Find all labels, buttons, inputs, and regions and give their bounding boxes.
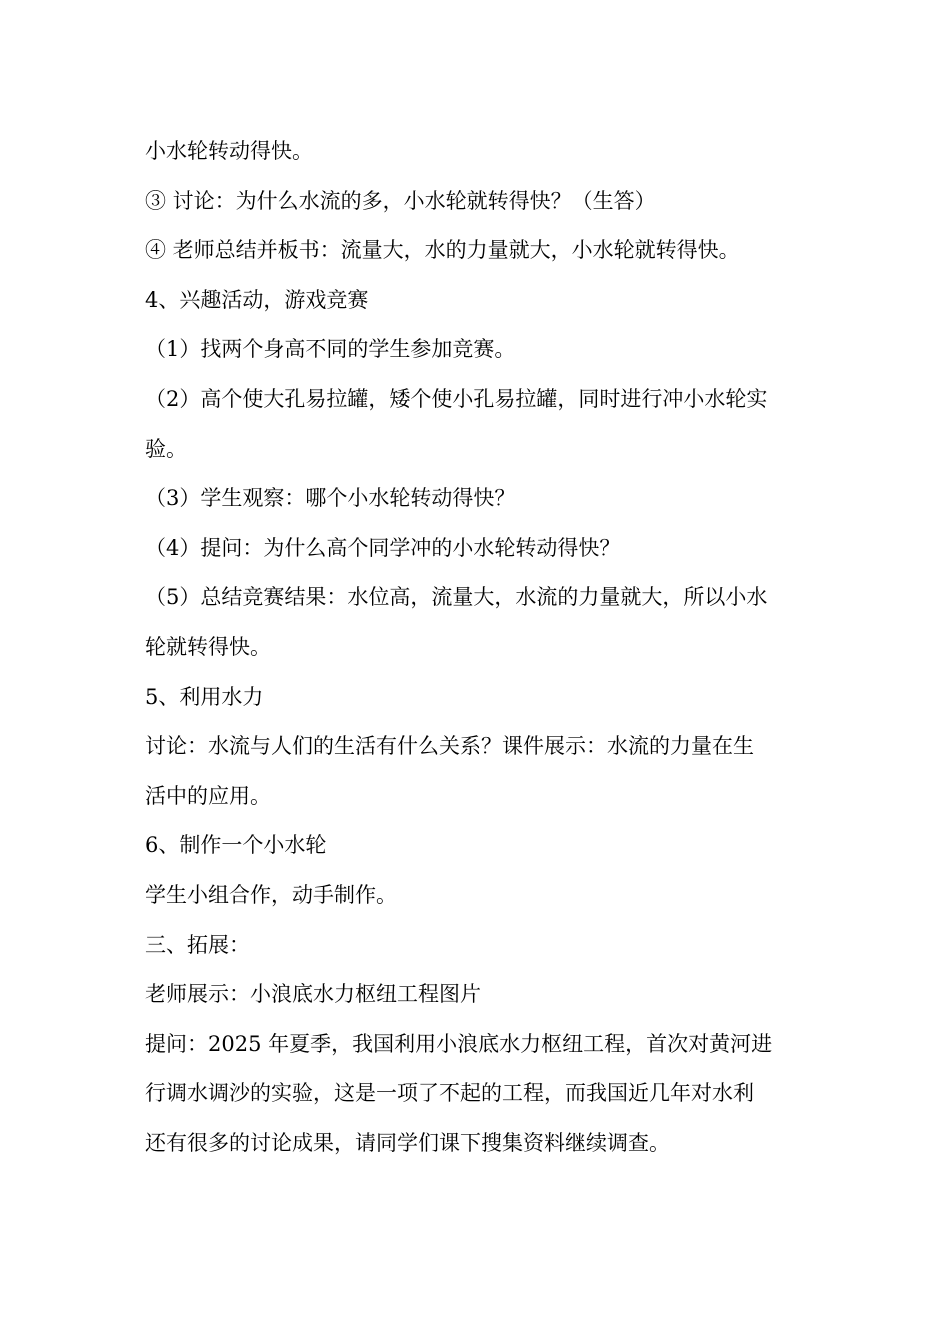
text-line: ③ 讨论：为什么水流的多，小水轮就转得快？（生答）	[145, 188, 656, 213]
text-line: （4）提问：为什么高个同学冲的小水轮转动得快？	[145, 535, 621, 560]
text-line: ④ 老师总结并板书：流量大，水的力量就大，小水轮就转得快。	[145, 238, 740, 263]
text-line: （5）总结竞赛结果：水位高，流量大，水流的力量就大，所以小水	[145, 585, 768, 610]
section-heading: 4、兴趣活动，游戏竞赛	[145, 287, 369, 312]
text-line: 提问：2025 年夏季，我国利用小浪底水力枢纽工程，首次对黄河进	[145, 1031, 773, 1056]
text-line: 还有很多的讨论成果，请同学们课下搜集资料继续调查。	[145, 1130, 670, 1155]
text-line: 讨论：水流与人们的生活有什么关系？课件展示：水流的力量在生	[145, 734, 754, 759]
text-line: 行调水调沙的实验，这是一项了不起的工程，而我国近几年对水利	[145, 1081, 754, 1106]
text-line: 活中的应用。	[145, 783, 271, 808]
text-line: 轮就转得快。	[145, 634, 271, 659]
text-line: 小水轮转动得快。	[145, 139, 313, 163]
text-line: （2）高个使大孔易拉罐，矮个使小孔易拉罐，同时进行冲小水轮实	[145, 386, 768, 411]
section-heading: 5、利用水力	[145, 684, 264, 709]
text-line: （1）找两个身高不同的学生参加竞赛。	[145, 337, 516, 362]
document-body	[145, 132, 810, 1173]
text-line: 验。	[145, 436, 187, 461]
section-heading: 三、拓展：	[145, 932, 250, 957]
text-line: 老师展示：小浪底水力枢纽工程图片	[145, 982, 481, 1007]
text-line: （3）学生观察：哪个小水轮转动得快？	[145, 486, 516, 511]
section-heading: 6、制作一个小水轮	[145, 833, 327, 858]
text-line: 学生小组合作，动手制作。	[145, 882, 397, 907]
